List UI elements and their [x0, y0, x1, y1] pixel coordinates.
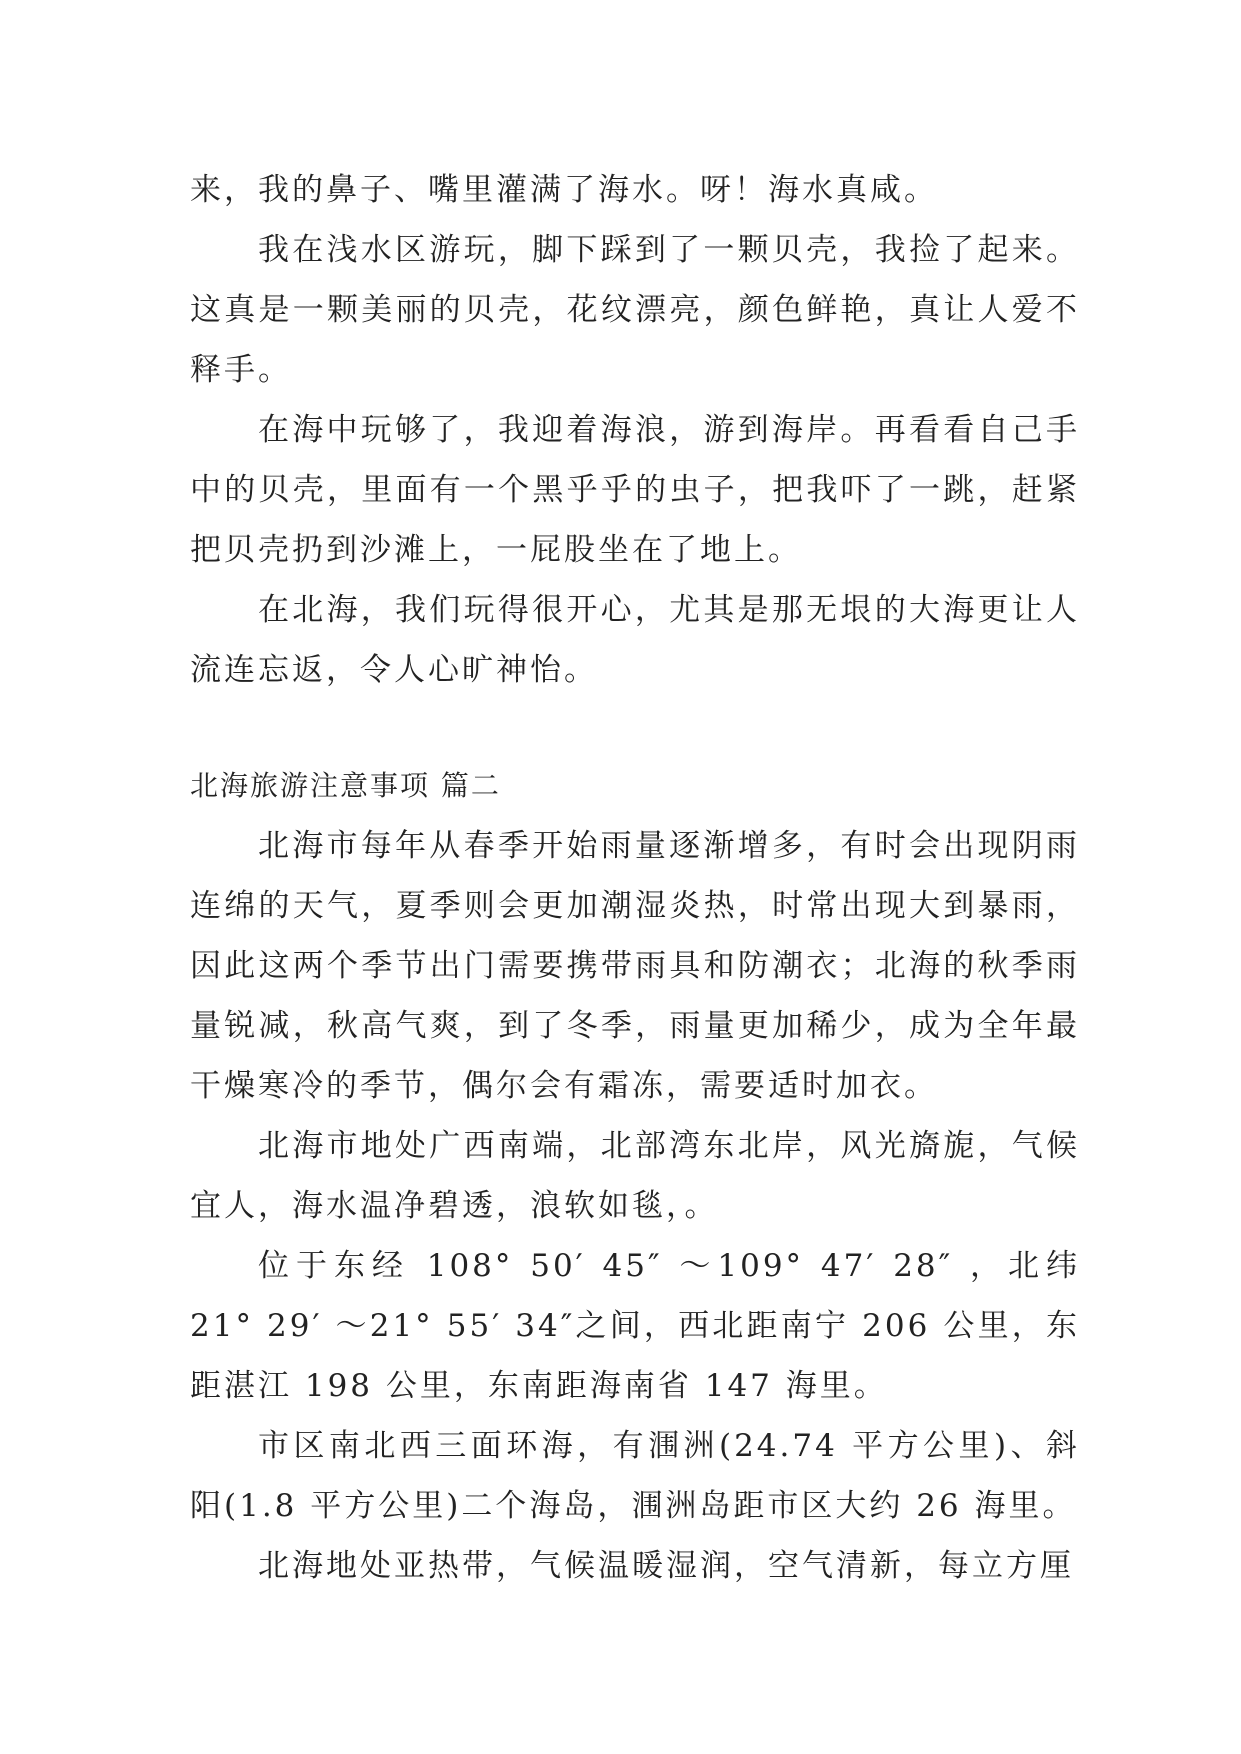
- paragraph-shore: 在海中玩够了，我迎着海浪，游到海岸。再看看自己手中的贝壳，里面有一个黑乎乎的虫子，把我吓了一跳，赶紧把贝壳扔到沙滩上，一屁股坐在了地上。: [190, 412, 1080, 568]
- paragraph-continuation: 来，我的鼻子、嘴里灌满了海水。呀！海水真咸。: [190, 172, 938, 208]
- paragraph-islands: 市区南北西三面环海，有涠洲(24.74 平方公里)、斜阳(1.8 平方公里)二个海岛，涠洲岛距市区大约 26 海里。: [190, 1428, 1080, 1524]
- section-heading: 北海旅游注意事项 篇二: [190, 769, 501, 802]
- paragraph-climate: 北海地处亚热带，气候温暖湿润，空气清新，每立方厘: [258, 1548, 1074, 1584]
- paragraph-coordinates: 位于东经 108° 50′ 45″ ～109° 47′ 28″ ，北纬 21° 29′ ～21° 55′ 34″之间，西北距南宁 206 公里，东距湛江 198 公里，东南距海南省 147 海里。: [190, 1248, 1080, 1404]
- paragraph-location: 北海市地处广西南端，北部湾东北岸，风光旖旎，气候宜人，海水温净碧透，浪软如毯，。: [190, 1128, 1080, 1224]
- document-body: [190, 160, 1080, 1596]
- paragraph-weather: 北海市每年从春季开始雨量逐渐增多，有时会出现阴雨连绵的天气，夏季则会更加潮湿炎热，时常出现大到暴雨，因此这两个季节出门需要携带雨具和防潮衣；北海的秋季雨量锐减，秋高气爽，到了冬季，雨量更加稀少，成为全年最干燥寒冷的季节，偶尔会有霜冻，需要适时加衣。: [190, 828, 1080, 1104]
- paragraph-conclusion: 在北海，我们玩得很开心，尤其是那无垠的大海更让人流连忘返，令人心旷神怡。: [190, 592, 1080, 688]
- paragraph-shell: 我在浅水区游玩，脚下踩到了一颗贝壳，我捡了起来。这真是一颗美丽的贝壳，花纹漂亮，颜色鲜艳，真让人爱不释手。: [190, 232, 1080, 388]
